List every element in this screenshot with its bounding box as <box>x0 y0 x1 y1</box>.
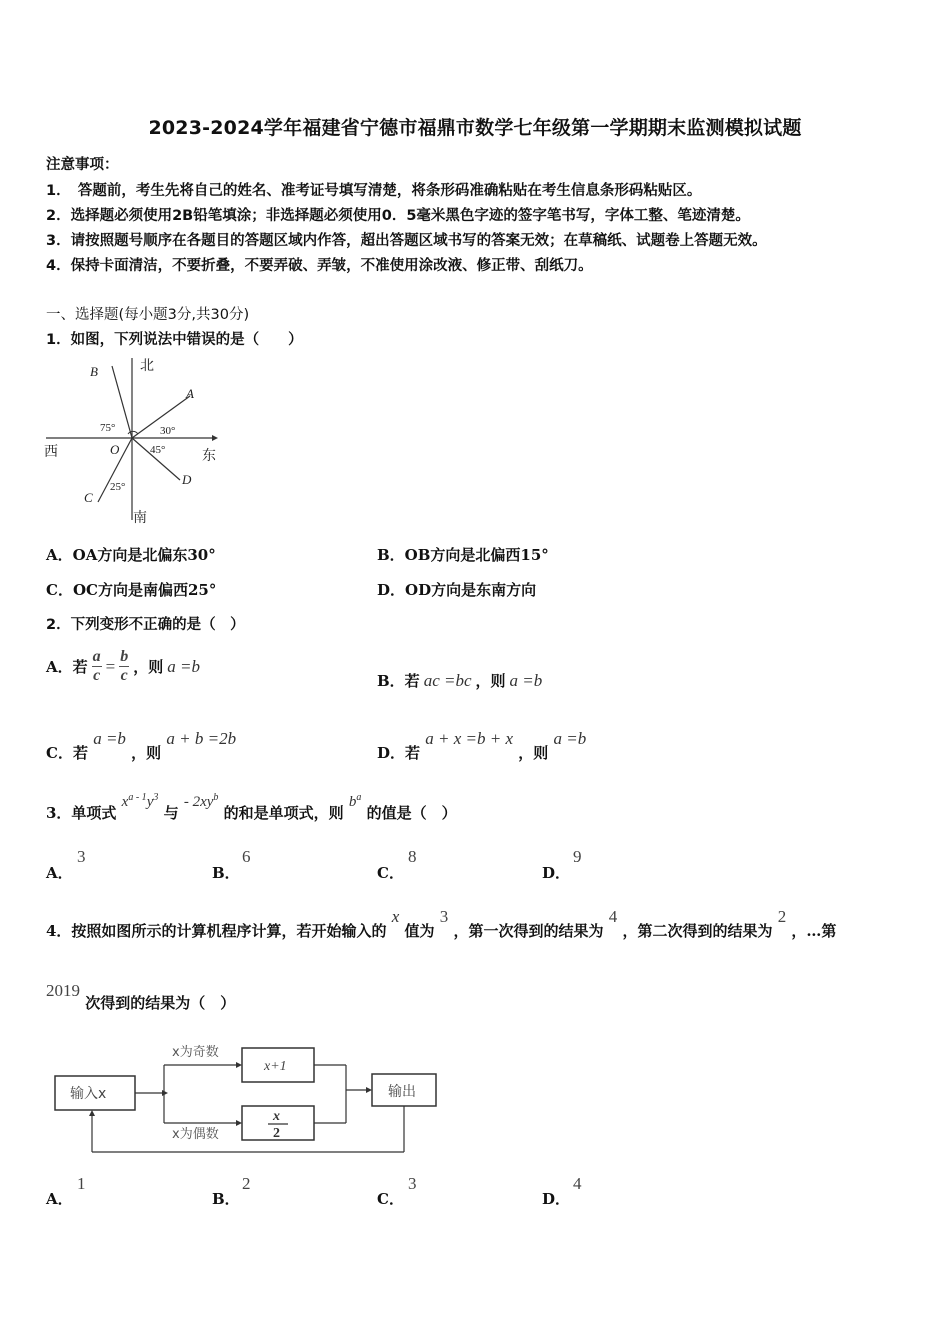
q2-a-result: a =b <box>167 656 200 676</box>
q1-stem: 1．如图，下列说法中错误的是（ ） <box>46 332 303 348</box>
q1-option-d[interactable]: D．OD方向是东南方向 <box>377 581 537 599</box>
label-origin: O <box>110 442 120 457</box>
q3-option-b[interactable]: B． <box>212 864 240 882</box>
q3-term2: - $2xy^b$ <box>183 792 219 810</box>
q4-option-d-value: 4 <box>573 1174 582 1193</box>
q4-v3: 2 <box>777 907 787 926</box>
q3-option-c[interactable]: C． <box>377 864 404 882</box>
compass-figure <box>40 352 230 527</box>
flow-plus-label: x+1 <box>264 1059 287 1074</box>
angle-45: 45° <box>150 444 166 456</box>
q3-option-d-value: 9 <box>573 847 582 866</box>
q2-c-label: C．若 <box>46 744 88 762</box>
label-D: D <box>182 472 192 487</box>
q3-stem <box>46 790 457 822</box>
section-heading: 一、选择题(每小题3分,共30分) <box>46 307 250 323</box>
note-item-4: 4．保持卡面清洁，不要折叠，不要弄破、弄皱，不准使用涂改液、修正带、刮纸刀。 <box>46 258 593 274</box>
q2-b-then: ，则 <box>475 672 506 690</box>
q2-a-eq: = <box>105 656 116 676</box>
q3-option-d[interactable]: D． <box>542 864 571 882</box>
q4-option-b-value: 2 <box>242 1174 251 1193</box>
q2-option-b[interactable] <box>377 670 542 691</box>
q4-v2: 4 <box>608 907 618 926</box>
q2-c-result: a + b =2b <box>166 729 237 748</box>
q4-stem-a: 4．按照如图所示的计算机程序计算，若开始输入的 <box>46 922 387 940</box>
q4-n: 2019 <box>46 981 80 1000</box>
label-west: 西 <box>44 444 58 460</box>
q2-d-result: a =b <box>553 729 587 748</box>
q2-a-frac1: $\frac{a}{c}$ <box>92 648 101 684</box>
notes-heading: 注意事项： <box>46 157 119 173</box>
flow-half-num: x <box>273 1109 280 1124</box>
q3-option-a-value: 3 <box>77 847 86 866</box>
q3-option-c-value: 8 <box>408 847 417 866</box>
q4-x: x <box>391 907 400 926</box>
q4-option-a-value: 1 <box>77 1174 86 1193</box>
label-south: 南 <box>133 510 147 526</box>
note-item-2: 2．选择题必须使用2B铅笔填涂；非选择题必须使用0．5毫米黑色字迹的签字笔书写，字体工整、笔迹清楚。 <box>46 208 750 224</box>
label-B: B <box>90 364 98 379</box>
label-north: 北 <box>140 358 154 374</box>
q3-stem-c: 的值是（ ） <box>366 804 457 822</box>
note-item-3: 3．请按照题号顺序在各题目的答题区域内作答，超出答题区域书写的答案无效；在草稿纸、试题卷上答题无效。 <box>46 233 767 249</box>
q2-a-frac2: $\frac{b}{c}$ <box>120 648 129 684</box>
q2-stem: 2．下列变形不正确的是（ ） <box>46 617 245 633</box>
q4-stem-d: ，第二次得到的结果为 <box>622 922 773 940</box>
q3-stem-b: 的和是单项式，则 <box>223 804 344 822</box>
q2-c-then: ，则 <box>131 744 162 762</box>
q1-option-c[interactable]: C．OC方向是南偏西25° <box>46 581 217 599</box>
q2-option-d[interactable] <box>377 728 587 762</box>
q4-stem-line1 <box>46 906 837 940</box>
flow-input-label: 输入x <box>70 1086 107 1102</box>
q2-c-cond: a =b <box>93 729 126 748</box>
q3-with: 与 <box>163 804 179 822</box>
q3-result-expr: $b^a$ <box>348 792 362 810</box>
q4-stem-b: 值为 <box>404 922 435 940</box>
q4-option-a[interactable]: A． <box>46 1190 73 1208</box>
q2-b-label: B．若 <box>377 672 420 690</box>
q1-option-b[interactable]: B．OB方向是北偏西15° <box>377 546 549 564</box>
flowchart-figure <box>46 1038 446 1160</box>
q2-d-label: D．若 <box>377 744 421 762</box>
q2-d-cond: a + x =b + x <box>425 729 514 748</box>
q3-term1: $x^{a - 1}y^3$ <box>121 792 159 810</box>
q4-option-b[interactable]: B． <box>212 1190 240 1208</box>
label-A: A <box>186 386 194 401</box>
angle-75: 75° <box>100 422 116 434</box>
label-C: C <box>84 490 93 505</box>
q4-stem-e: ，…第 <box>791 922 837 940</box>
note-item-1: 1． 答题前，考生先将自己的姓名、准考证号填写清楚，将条形码准确粘贴在考生信息条形码粘贴区。 <box>46 183 702 199</box>
q4-option-d[interactable]: D． <box>542 1190 571 1208</box>
flow-half-den: 2 <box>273 1126 280 1141</box>
q4-stem-c: ，第一次得到的结果为 <box>453 922 604 940</box>
page-title: 2023-2024学年福建省宁德市福鼎市数学七年级第一学期期末监测模拟试题 <box>148 117 802 139</box>
q3-option-a[interactable]: A． <box>46 864 73 882</box>
q2-option-a[interactable] <box>46 648 200 685</box>
q3-option-b-value: 6 <box>242 847 251 866</box>
q4-stem-line2 <box>46 980 236 1012</box>
q2-a-label: A．若 <box>46 658 88 676</box>
flow-odd-label: x为奇数 <box>172 1045 219 1060</box>
q2-b-cond: ac =bc <box>423 670 472 690</box>
q3-stem-a: 3．单项式 <box>46 804 117 822</box>
q1-option-a[interactable]: A．OA方向是北偏东30° <box>46 546 216 564</box>
q2-d-then: ，则 <box>518 744 549 762</box>
q2-b-result: a =b <box>509 670 543 690</box>
q4-stem-f: 次得到的结果为（ ） <box>85 994 236 1012</box>
angle-25: 25° <box>110 481 126 493</box>
flow-output-label: 输出 <box>388 1084 416 1100</box>
q4-v1: 3 <box>439 907 449 926</box>
angle-30: 30° <box>160 425 176 437</box>
q4-option-c[interactable]: C． <box>377 1190 404 1208</box>
flow-even-label: x为偶数 <box>172 1127 219 1142</box>
q2-option-c[interactable] <box>46 728 237 762</box>
label-east: 东 <box>202 448 216 464</box>
q2-a-then: ，则 <box>133 658 164 676</box>
q4-option-c-value: 3 <box>408 1174 417 1193</box>
